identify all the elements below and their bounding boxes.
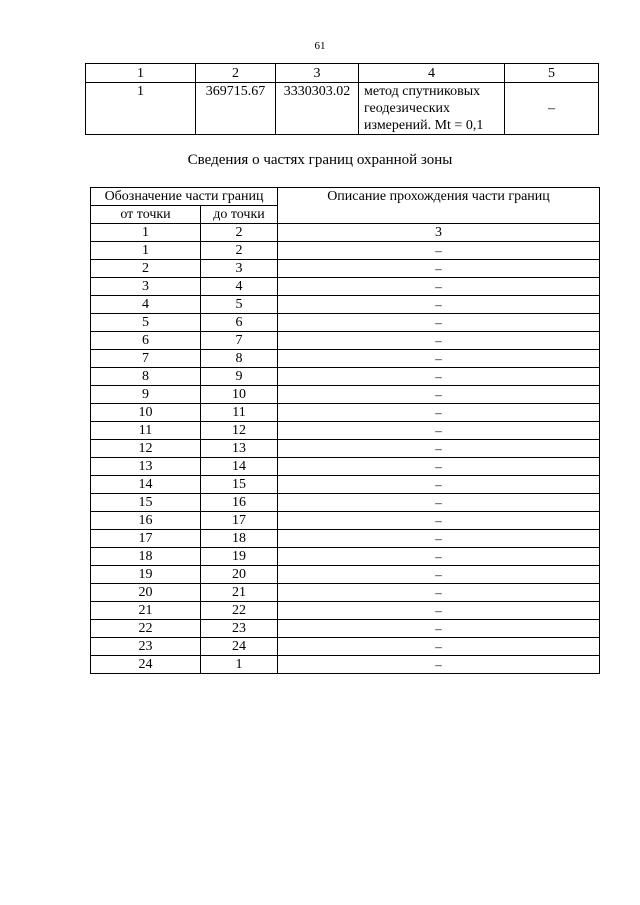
- from-point-cell: 22: [91, 620, 201, 638]
- to-point-cell: 15: [201, 476, 278, 494]
- from-point-cell: 24: [91, 656, 201, 674]
- from-point-cell: 15: [91, 494, 201, 512]
- description-cell: –: [278, 548, 600, 566]
- table-row: [91, 566, 600, 584]
- numbering-1: 1: [91, 224, 201, 242]
- table-row: [91, 458, 600, 476]
- numbering-3: 3: [278, 224, 600, 242]
- table-row: [91, 386, 600, 404]
- to-point-cell: 16: [201, 494, 278, 512]
- from-point-cell: 7: [91, 350, 201, 368]
- description-cell: –: [278, 476, 600, 494]
- measurement-method: метод спутниковых геодезических измерений. Mt = 0,1: [359, 83, 505, 135]
- numbering-2: 2: [201, 224, 278, 242]
- to-point-cell: 9: [201, 368, 278, 386]
- table-row: [91, 440, 600, 458]
- description-cell: –: [278, 512, 600, 530]
- boundary-numbering-row: [91, 224, 600, 242]
- table-row: [91, 530, 600, 548]
- description-cell: –: [278, 602, 600, 620]
- description-cell: –: [278, 458, 600, 476]
- table-row: [91, 656, 600, 674]
- to-point-cell: 3: [201, 260, 278, 278]
- table-row: [91, 404, 600, 422]
- table-row: [91, 332, 600, 350]
- to-point-cell: 4: [201, 278, 278, 296]
- page-number: 61: [314, 40, 326, 52]
- from-point-cell: 2: [91, 260, 201, 278]
- from-point-cell: 9: [91, 386, 201, 404]
- from-point-cell: 23: [91, 638, 201, 656]
- table-row: [91, 278, 600, 296]
- to-point-cell: 5: [201, 296, 278, 314]
- table-row: [91, 242, 600, 260]
- from-point-cell: 21: [91, 602, 201, 620]
- to-point-cell: 23: [201, 620, 278, 638]
- table-row: [91, 638, 600, 656]
- col-header-5: 5: [505, 64, 599, 83]
- description-cell: –: [278, 656, 600, 674]
- coordinates-header-row: [86, 64, 599, 83]
- from-point-cell: 16: [91, 512, 201, 530]
- table-row: [91, 314, 600, 332]
- description-cell: –: [278, 278, 600, 296]
- coordinates-row: [86, 83, 599, 135]
- table-row: [91, 602, 600, 620]
- from-point-cell: 19: [91, 566, 201, 584]
- boundary-header-row: [91, 188, 600, 206]
- description-cell: –: [278, 404, 600, 422]
- coordinate-x: 369715.67: [196, 83, 276, 135]
- description-cell: –: [278, 350, 600, 368]
- description-cell: –: [278, 584, 600, 602]
- point-note: –: [505, 83, 599, 135]
- from-point-cell: 3: [91, 278, 201, 296]
- from-point-cell: 12: [91, 440, 201, 458]
- boundary-parts-table: [90, 187, 600, 674]
- table-row: [91, 494, 600, 512]
- boundary-rows: [91, 242, 600, 674]
- boundary-part-designation-header: Обозначение части границ: [91, 188, 278, 206]
- description-cell: –: [278, 296, 600, 314]
- table-row: [91, 476, 600, 494]
- to-point-cell: 22: [201, 602, 278, 620]
- table-row: [91, 296, 600, 314]
- col-header-1: 1: [86, 64, 196, 83]
- from-point-cell: 4: [91, 296, 201, 314]
- description-cell: –: [278, 566, 600, 584]
- to-point-cell: 1: [201, 656, 278, 674]
- to-point-cell: 14: [201, 458, 278, 476]
- to-point-cell: 18: [201, 530, 278, 548]
- description-cell: –: [278, 242, 600, 260]
- description-cell: –: [278, 620, 600, 638]
- description-cell: –: [278, 260, 600, 278]
- table-row: [91, 620, 600, 638]
- from-point-cell: 8: [91, 368, 201, 386]
- table-row: [91, 422, 600, 440]
- to-point-cell: 7: [201, 332, 278, 350]
- from-point-cell: 1: [91, 242, 201, 260]
- to-point-header: до точки: [201, 206, 278, 224]
- description-cell: –: [278, 638, 600, 656]
- to-point-cell: 8: [201, 350, 278, 368]
- to-point-cell: 21: [201, 584, 278, 602]
- description-cell: –: [278, 422, 600, 440]
- from-point-header: от точки: [91, 206, 201, 224]
- table-row: [91, 512, 600, 530]
- section-title: Сведения о частях границ охранной зоны: [187, 152, 453, 168]
- table-row: [91, 584, 600, 602]
- to-point-cell: 20: [201, 566, 278, 584]
- from-point-cell: 11: [91, 422, 201, 440]
- from-point-cell: 6: [91, 332, 201, 350]
- col-header-3: 3: [276, 64, 359, 83]
- description-cell: –: [278, 440, 600, 458]
- from-point-cell: 20: [91, 584, 201, 602]
- to-point-cell: 19: [201, 548, 278, 566]
- to-point-cell: 13: [201, 440, 278, 458]
- coordinates-table: [85, 63, 599, 135]
- to-point-cell: 6: [201, 314, 278, 332]
- to-point-cell: 11: [201, 404, 278, 422]
- description-cell: –: [278, 314, 600, 332]
- from-point-cell: 5: [91, 314, 201, 332]
- point-number: 1: [86, 83, 196, 135]
- table-row: [91, 368, 600, 386]
- to-point-cell: 2: [201, 242, 278, 260]
- to-point-cell: 10: [201, 386, 278, 404]
- from-point-cell: 17: [91, 530, 201, 548]
- from-point-cell: 14: [91, 476, 201, 494]
- to-point-cell: 12: [201, 422, 278, 440]
- boundary-description-header: Описание прохождения части границ: [278, 188, 600, 224]
- from-point-cell: 10: [91, 404, 201, 422]
- description-cell: –: [278, 386, 600, 404]
- from-point-cell: 13: [91, 458, 201, 476]
- col-header-4: 4: [359, 64, 505, 83]
- description-cell: –: [278, 368, 600, 386]
- from-point-cell: 18: [91, 548, 201, 566]
- description-cell: –: [278, 530, 600, 548]
- description-cell: –: [278, 494, 600, 512]
- table-row: [91, 260, 600, 278]
- coordinate-y: 3330303.02: [276, 83, 359, 135]
- col-header-2: 2: [196, 64, 276, 83]
- table-row: [91, 350, 600, 368]
- table-row: [91, 548, 600, 566]
- description-cell: –: [278, 332, 600, 350]
- to-point-cell: 24: [201, 638, 278, 656]
- to-point-cell: 17: [201, 512, 278, 530]
